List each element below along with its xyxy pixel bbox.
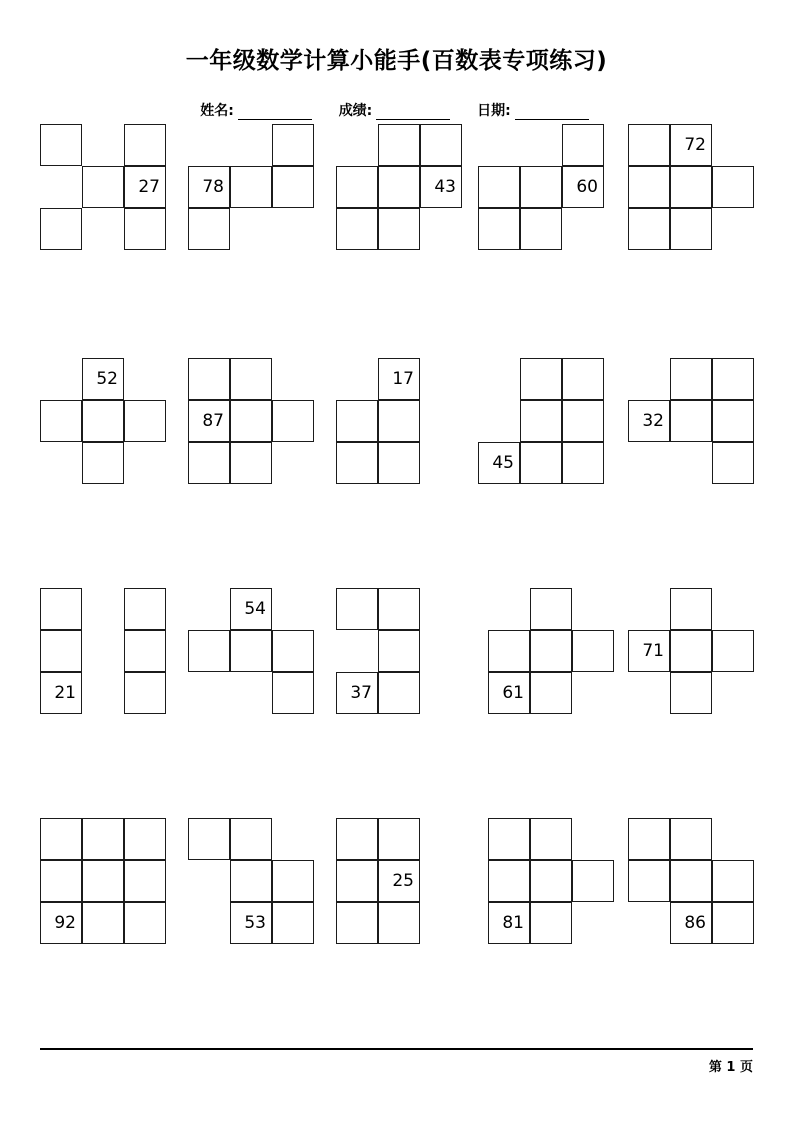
puzzle-cell[interactable] [124, 208, 166, 250]
puzzle-cell[interactable] [628, 166, 670, 208]
puzzle-cell[interactable] [670, 400, 712, 442]
puzzle-cell[interactable] [530, 860, 572, 902]
puzzle-cell[interactable] [628, 818, 670, 860]
puzzle-cell[interactable] [272, 166, 314, 208]
puzzle-cell[interactable] [230, 358, 272, 400]
puzzle-cell[interactable] [378, 124, 420, 166]
puzzle-cell[interactable] [188, 208, 230, 250]
puzzle-cell[interactable] [124, 860, 166, 902]
puzzle-cell[interactable] [40, 818, 82, 860]
puzzle-cell[interactable] [336, 208, 378, 250]
puzzle-cell[interactable] [188, 442, 230, 484]
puzzle-cell[interactable] [670, 672, 712, 714]
puzzle-cell[interactable]: 61 [488, 672, 530, 714]
puzzle-cell[interactable] [336, 166, 378, 208]
puzzle-cell[interactable] [272, 672, 314, 714]
puzzle-cell[interactable] [378, 630, 420, 672]
puzzle-cell[interactable] [272, 630, 314, 672]
puzzle-cell[interactable]: 87 [188, 400, 230, 442]
puzzle-cell[interactable]: 86 [670, 902, 712, 944]
puzzle-cell[interactable] [272, 902, 314, 944]
puzzle-cell[interactable] [712, 442, 754, 484]
puzzle-cell[interactable] [628, 208, 670, 250]
score-label: 成绩: [338, 103, 373, 119]
puzzle-cell[interactable] [40, 588, 82, 630]
puzzle-cell[interactable] [670, 818, 712, 860]
puzzle-cell[interactable]: 72 [670, 124, 712, 166]
puzzle-cell[interactable]: 32 [628, 400, 670, 442]
puzzle-cell[interactable] [378, 442, 420, 484]
puzzle-cell[interactable] [272, 400, 314, 442]
puzzle-cell[interactable] [124, 588, 166, 630]
puzzle-cell[interactable] [628, 860, 670, 902]
puzzle-cell[interactable] [530, 672, 572, 714]
puzzle-cell[interactable] [336, 588, 378, 630]
puzzle-cell[interactable] [82, 166, 124, 208]
puzzle-cell[interactable]: 27 [124, 166, 166, 208]
puzzle-cell[interactable] [520, 166, 562, 208]
puzzle-cell[interactable]: 21 [40, 672, 82, 714]
puzzle-cell[interactable] [82, 442, 124, 484]
puzzle-cell[interactable] [670, 166, 712, 208]
puzzle-cell[interactable] [712, 358, 754, 400]
puzzle-cell[interactable] [478, 166, 520, 208]
puzzle-cell[interactable] [336, 818, 378, 860]
puzzle-cell[interactable] [230, 818, 272, 860]
puzzle-cell[interactable] [378, 818, 420, 860]
puzzle-cell[interactable] [488, 630, 530, 672]
puzzle-cell[interactable] [272, 124, 314, 166]
page-title: 一年级数学计算小能手(百数表专项练习) [185, 48, 608, 74]
puzzle-cell[interactable] [712, 630, 754, 672]
puzzle-cell[interactable]: 53 [230, 902, 272, 944]
puzzle-cell[interactable] [712, 860, 754, 902]
puzzle-cell[interactable] [670, 358, 712, 400]
puzzle-cell[interactable] [124, 400, 166, 442]
puzzle-cell[interactable] [378, 208, 420, 250]
puzzle-cell[interactable] [562, 358, 604, 400]
puzzle-cell[interactable] [562, 400, 604, 442]
puzzle-cell[interactable] [82, 400, 124, 442]
puzzle-cell[interactable] [572, 630, 614, 672]
puzzle-cell[interactable] [230, 442, 272, 484]
puzzle-cell[interactable] [520, 400, 562, 442]
puzzle-cell[interactable] [420, 124, 462, 166]
puzzle-cell[interactable] [230, 166, 272, 208]
puzzle-cell[interactable] [336, 400, 378, 442]
puzzle-cell[interactable] [336, 442, 378, 484]
page-number: 第 1 页 [708, 1060, 753, 1075]
puzzle-cell[interactable] [336, 902, 378, 944]
puzzle-cell[interactable]: 17 [378, 358, 420, 400]
puzzle-cell[interactable]: 45 [478, 442, 520, 484]
puzzle-cell[interactable] [670, 630, 712, 672]
puzzle-cell[interactable] [124, 902, 166, 944]
puzzle-cell[interactable] [188, 358, 230, 400]
puzzle-cell[interactable] [520, 442, 562, 484]
puzzle-cell[interactable] [530, 902, 572, 944]
puzzle-cell[interactable] [82, 818, 124, 860]
puzzle-cell[interactable] [40, 860, 82, 902]
puzzle-cell[interactable] [40, 630, 82, 672]
puzzle-cell[interactable]: 92 [40, 902, 82, 944]
name-label: 姓名: [200, 103, 234, 119]
puzzle-cell[interactable] [670, 860, 712, 902]
puzzle-cell[interactable]: 37 [336, 672, 378, 714]
puzzle-cell[interactable] [562, 442, 604, 484]
puzzle-cell[interactable] [40, 208, 82, 250]
puzzle-cell[interactable] [124, 630, 166, 672]
puzzle-cell[interactable] [378, 400, 420, 442]
puzzle-cell[interactable] [478, 208, 520, 250]
puzzle-cell[interactable] [670, 588, 712, 630]
puzzle-cell[interactable] [124, 672, 166, 714]
puzzle-cell[interactable] [40, 400, 82, 442]
puzzle-cell[interactable]: 43 [420, 166, 462, 208]
puzzle-cell[interactable] [530, 818, 572, 860]
puzzle-cell[interactable] [40, 124, 82, 166]
puzzle-cell[interactable]: 52 [82, 358, 124, 400]
puzzle-cell[interactable] [188, 630, 230, 672]
puzzle-cell[interactable] [520, 358, 562, 400]
puzzle-cell[interactable] [230, 630, 272, 672]
puzzle-cell[interactable] [530, 630, 572, 672]
puzzle-cell[interactable] [488, 860, 530, 902]
puzzle-cell[interactable]: 54 [230, 588, 272, 630]
puzzle-cell[interactable] [188, 818, 230, 860]
puzzle-cell[interactable] [82, 902, 124, 944]
puzzle-cell[interactable]: 60 [562, 166, 604, 208]
puzzle-cell[interactable] [272, 860, 314, 902]
puzzle-cell[interactable] [378, 672, 420, 714]
puzzle-cell[interactable] [230, 860, 272, 902]
puzzle-cell[interactable] [82, 860, 124, 902]
puzzle-cell[interactable] [530, 588, 572, 630]
puzzle-cell[interactable] [670, 208, 712, 250]
puzzle-cell[interactable] [628, 124, 670, 166]
date-label: 日期: [477, 103, 511, 119]
puzzle-cell[interactable] [572, 860, 614, 902]
puzzle-cell[interactable]: 81 [488, 902, 530, 944]
puzzle-cell[interactable] [712, 902, 754, 944]
puzzle-cell[interactable] [378, 588, 420, 630]
puzzle-cell[interactable] [712, 400, 754, 442]
footer-divider [40, 1048, 753, 1050]
puzzle-cell[interactable] [378, 902, 420, 944]
puzzle-cell[interactable]: 78 [188, 166, 230, 208]
puzzle-cell[interactable] [520, 208, 562, 250]
puzzle-cell[interactable] [124, 124, 166, 166]
puzzle-cell[interactable] [336, 860, 378, 902]
puzzle-cell[interactable] [488, 818, 530, 860]
puzzle-cell[interactable] [378, 166, 420, 208]
puzzle-cell[interactable] [124, 818, 166, 860]
puzzle-cell[interactable]: 25 [378, 860, 420, 902]
puzzle-cell[interactable] [712, 166, 754, 208]
puzzle-cell[interactable]: 71 [628, 630, 670, 672]
puzzle-cell[interactable] [230, 400, 272, 442]
puzzle-cell[interactable] [562, 124, 604, 166]
